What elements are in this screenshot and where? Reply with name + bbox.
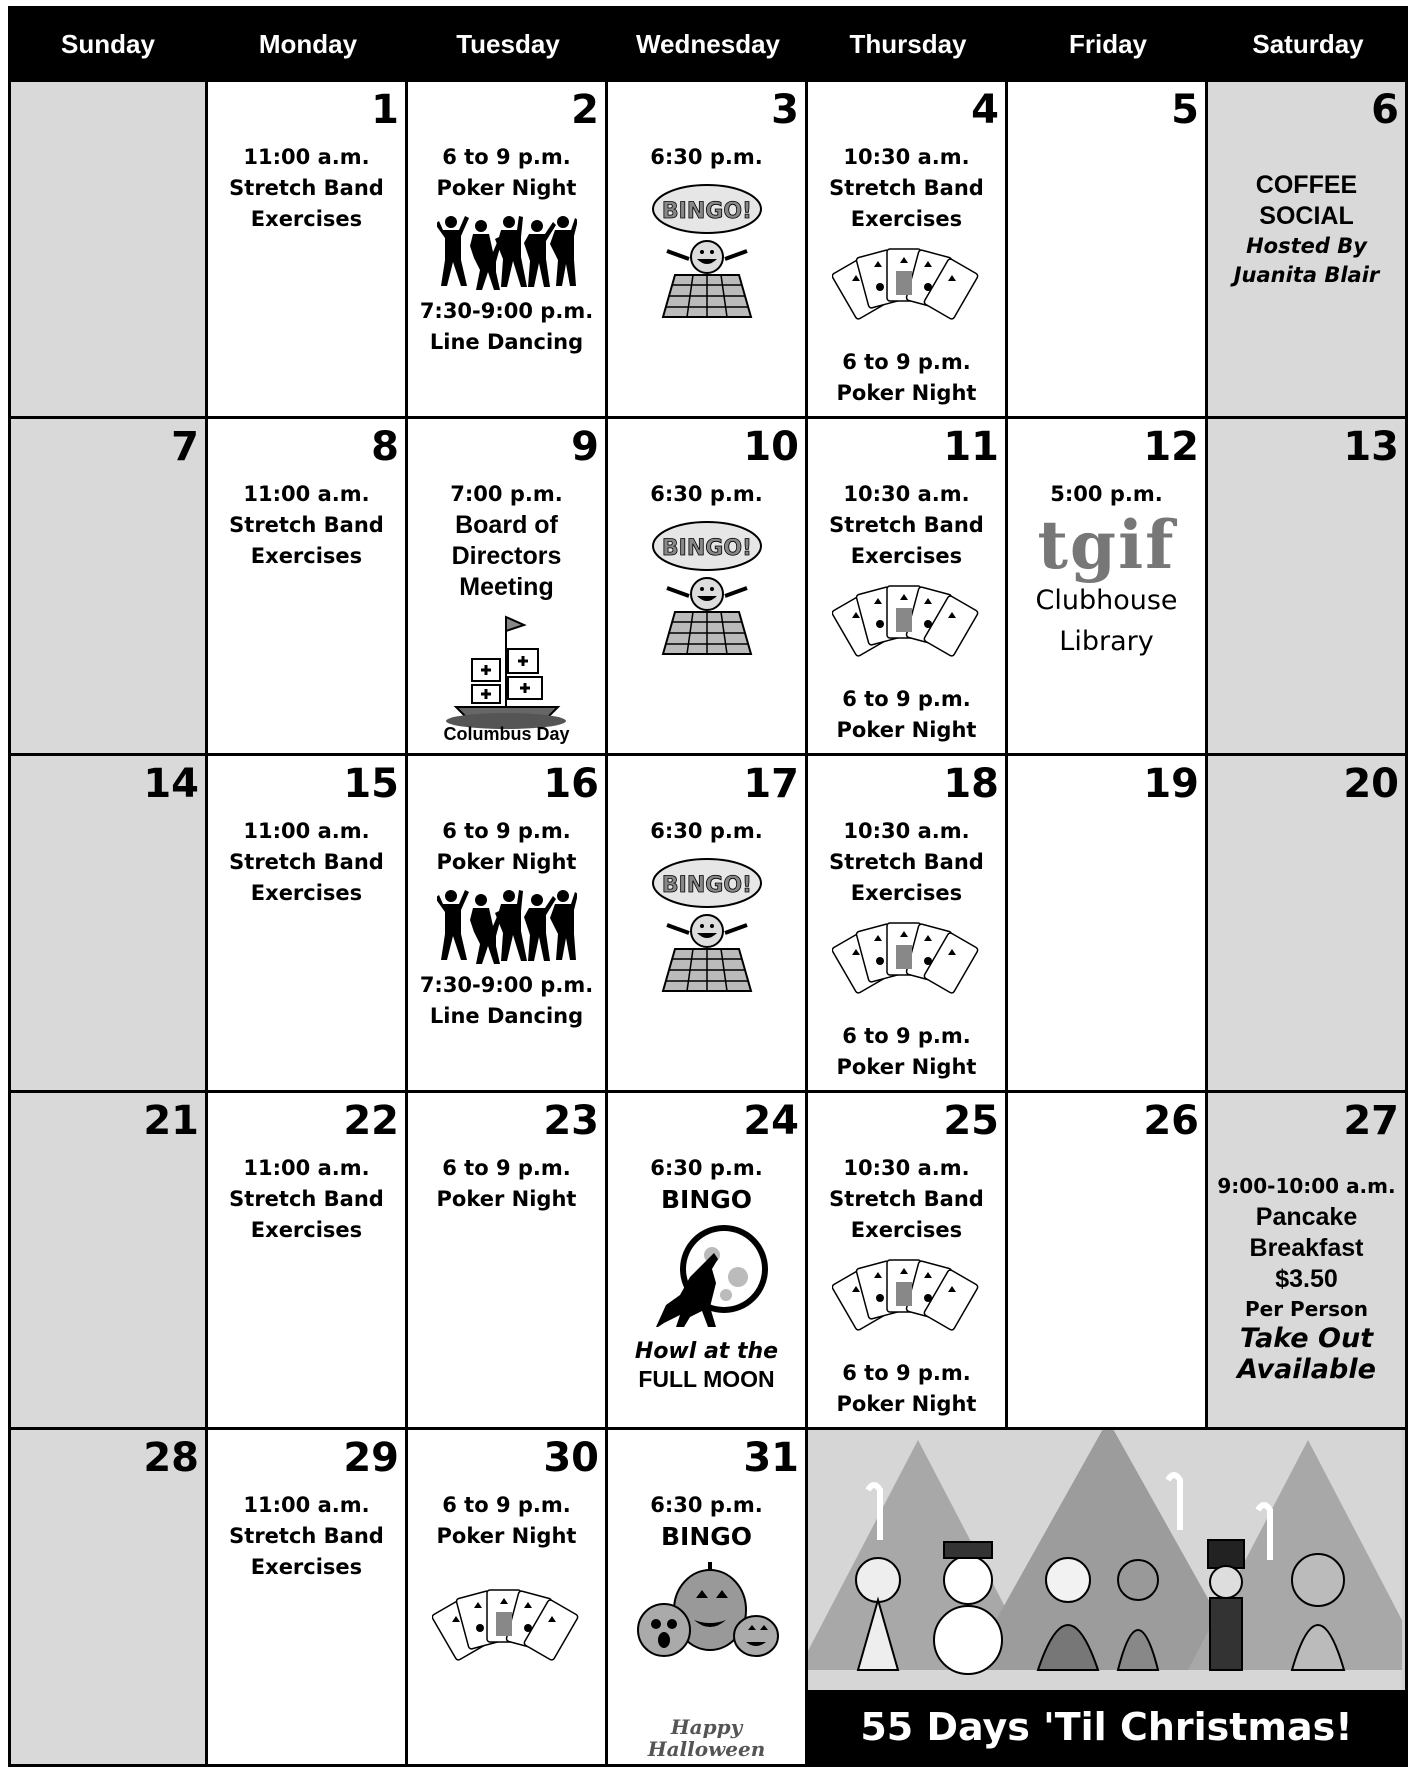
day-cell-18 xyxy=(808,756,1008,1093)
day-number: 20 xyxy=(1343,761,1399,807)
bingo-icon xyxy=(647,179,767,319)
day-number: 13 xyxy=(1343,424,1399,470)
event-label: Exercises xyxy=(250,881,363,905)
day-number: 26 xyxy=(1143,1098,1199,1144)
event-label: BINGO xyxy=(660,1522,753,1551)
day-cell-16 xyxy=(408,756,608,1093)
day-cell-26 xyxy=(1008,1093,1208,1430)
bingo-icon xyxy=(647,516,767,656)
day-cell-3 xyxy=(608,82,808,419)
day-number: 9 xyxy=(571,424,599,470)
pumpkins-icon xyxy=(632,1558,782,1658)
event-label: Stretch Band xyxy=(829,176,984,200)
event-title: Pancake xyxy=(1255,1203,1358,1231)
day-cell-2 xyxy=(408,82,608,419)
event-title: Breakfast xyxy=(1249,1234,1364,1262)
playing-cards-icon xyxy=(832,578,982,678)
event-time: 11:00 a.m. xyxy=(243,1493,370,1517)
day-number: 5 xyxy=(1171,87,1199,133)
bingo-icon xyxy=(647,853,767,993)
event-time: 10:30 a.m. xyxy=(843,1156,970,1180)
event-label: Poker Night xyxy=(436,1524,577,1548)
weekday-wednesday: Wednesday xyxy=(635,29,780,59)
calendar xyxy=(8,6,1408,1766)
event-time: 10:30 a.m. xyxy=(843,482,970,506)
christmas-countdown: 55 Days 'Til Christmas! xyxy=(808,1690,1405,1764)
day-cell-21 xyxy=(8,1093,208,1430)
event-title: Directors xyxy=(451,542,562,570)
day-number: 12 xyxy=(1143,424,1199,470)
day-cell-30 xyxy=(408,1430,608,1767)
event-label: Poker Night xyxy=(836,381,977,405)
event-label: Exercises xyxy=(850,544,963,568)
calendar-grid xyxy=(8,82,1408,1766)
day-cell-31 xyxy=(608,1430,808,1767)
event-time: 7:00 p.m. xyxy=(450,482,563,506)
playing-cards-icon xyxy=(832,915,982,1015)
day-cell-12 xyxy=(1008,419,1208,756)
event-label: Poker Night xyxy=(836,718,977,742)
event-time: 6 to 9 p.m. xyxy=(842,687,971,711)
event-time: 6 to 9 p.m. xyxy=(842,350,971,374)
event-note: Hosted By xyxy=(1246,234,1367,258)
event-label: Stretch Band xyxy=(829,850,984,874)
event-note: Take Out xyxy=(1239,1323,1374,1354)
weekday-monday: Monday xyxy=(258,29,358,59)
event-title: FULL MOON xyxy=(638,1366,775,1392)
event-label: Poker Night xyxy=(436,850,577,874)
day-number: 7 xyxy=(171,424,199,470)
event-time: 10:30 a.m. xyxy=(843,819,970,843)
day-cell-28 xyxy=(8,1430,208,1767)
event-label: Exercises xyxy=(850,1218,963,1242)
day-number: 6 xyxy=(1371,87,1399,133)
holiday-label: Columbus Day xyxy=(443,724,570,744)
playing-cards-icon xyxy=(832,241,982,341)
event-note: Per Person xyxy=(1244,1297,1369,1321)
event-label: Exercises xyxy=(250,544,363,568)
day-number: 23 xyxy=(543,1098,599,1144)
event-label: Poker Night xyxy=(436,1187,577,1211)
day-number: 3 xyxy=(771,87,799,133)
day-cell-22 xyxy=(208,1093,408,1430)
event-label: Exercises xyxy=(850,207,963,231)
day-number: 28 xyxy=(143,1435,199,1481)
event-label: Stretch Band xyxy=(829,513,984,537)
day-cell-19 xyxy=(1008,756,1208,1093)
event-label: BINGO xyxy=(660,1185,753,1214)
event-time: 10:30 a.m. xyxy=(843,145,970,169)
event-time: 7:30-9:00 p.m. xyxy=(419,299,594,323)
event-time: 7:30-9:00 p.m. xyxy=(419,973,594,997)
event-host: Juanita Blair xyxy=(1233,263,1380,287)
event-label: Stretch Band xyxy=(229,513,384,537)
day-cell-10 xyxy=(608,419,808,756)
halloween-line-2: Halloween xyxy=(647,1737,766,1761)
event-time: 6:30 p.m. xyxy=(650,1156,763,1180)
day-number: 30 xyxy=(543,1435,599,1481)
event-time: 11:00 a.m. xyxy=(243,482,370,506)
event-label: Stretch Band xyxy=(229,176,384,200)
event-label: Stretch Band xyxy=(229,850,384,874)
event-title: COFFEE xyxy=(1255,171,1358,199)
event-time: 5:00 p.m. xyxy=(1050,482,1163,506)
event-title: Meeting xyxy=(459,573,554,601)
weekday-header xyxy=(8,6,1408,82)
day-cell-25 xyxy=(808,1093,1008,1430)
christmas-countdown-banner xyxy=(808,1430,1408,1767)
event-time: 6 to 9 p.m. xyxy=(442,1493,571,1517)
day-number: 31 xyxy=(743,1435,799,1481)
event-time: 6:30 p.m. xyxy=(650,1493,763,1517)
day-cell-4 xyxy=(808,82,1008,419)
day-number: 25 xyxy=(943,1098,999,1144)
playing-cards-icon xyxy=(832,1252,982,1352)
halloween-line-1: Happy xyxy=(670,1715,743,1739)
event-time: 6 to 9 p.m. xyxy=(442,819,571,843)
day-number: 27 xyxy=(1343,1098,1399,1144)
sailing-ship-icon xyxy=(442,609,572,729)
day-cell-empty xyxy=(8,82,208,419)
event-price: $3.50 xyxy=(1275,1265,1338,1293)
howling-wolf-moon-icon xyxy=(642,1221,772,1331)
tgif-logo: tgif xyxy=(1037,506,1176,584)
weekday-saturday: Saturday xyxy=(1252,29,1364,59)
day-number: 2 xyxy=(571,87,599,133)
day-cell-27 xyxy=(1208,1093,1408,1430)
day-number: 19 xyxy=(1143,761,1199,807)
day-number: 18 xyxy=(943,761,999,807)
day-cell-24 xyxy=(608,1093,808,1430)
event-label: Stretch Band xyxy=(829,1187,984,1211)
event-note: Available xyxy=(1237,1354,1376,1385)
day-cell-8 xyxy=(208,419,408,756)
day-cell-13 xyxy=(1208,419,1408,756)
event-label: Howl at the xyxy=(634,1339,779,1364)
event-time: 6:30 p.m. xyxy=(650,482,763,506)
event-time: 6:30 p.m. xyxy=(650,819,763,843)
event-label: Exercises xyxy=(250,1218,363,1242)
day-cell-11 xyxy=(808,419,1008,756)
christmas-characters-illustration xyxy=(808,1430,1402,1690)
playing-cards-icon xyxy=(432,1582,582,1682)
day-number: 8 xyxy=(371,424,399,470)
event-time: 11:00 a.m. xyxy=(243,145,370,169)
weekday-friday: Friday xyxy=(1068,29,1148,59)
event-label: Stretch Band xyxy=(229,1187,384,1211)
day-number: 24 xyxy=(743,1098,799,1144)
weekday-tuesday: Tuesday xyxy=(456,29,560,59)
event-location: Clubhouse xyxy=(1035,585,1178,616)
day-number: 17 xyxy=(743,761,799,807)
day-cell-7 xyxy=(8,419,208,756)
day-number: 11 xyxy=(943,424,999,470)
day-number: 29 xyxy=(343,1435,399,1481)
event-time: 6:30 p.m. xyxy=(650,145,763,169)
event-time: 6 to 9 p.m. xyxy=(442,145,571,169)
day-cell-9 xyxy=(408,419,608,756)
day-cell-14 xyxy=(8,756,208,1093)
event-label: Stretch Band xyxy=(229,1524,384,1548)
day-number: 4 xyxy=(971,87,999,133)
day-cell-1 xyxy=(208,82,408,419)
day-number: 15 xyxy=(343,761,399,807)
day-number: 1 xyxy=(371,87,399,133)
day-cell-6 xyxy=(1208,82,1408,419)
event-label: Exercises xyxy=(250,207,363,231)
event-label: Exercises xyxy=(850,881,963,905)
line-dancers-icon xyxy=(437,884,577,964)
day-cell-20 xyxy=(1208,756,1408,1093)
event-time: 6 to 9 p.m. xyxy=(842,1361,971,1385)
event-time: 6 to 9 p.m. xyxy=(442,1156,571,1180)
day-number: 21 xyxy=(143,1098,199,1144)
event-time: 9:00-10:00 a.m. xyxy=(1217,1174,1396,1198)
happy-halloween-label xyxy=(608,1716,805,1760)
event-title: Board of xyxy=(455,511,558,539)
day-cell-23 xyxy=(408,1093,608,1430)
event-label: Poker Night xyxy=(436,176,577,200)
event-label: Line Dancing xyxy=(429,330,584,354)
event-time: 6 to 9 p.m. xyxy=(842,1024,971,1048)
day-number: 14 xyxy=(143,761,199,807)
line-dancers-icon xyxy=(437,210,577,290)
event-time: 11:00 a.m. xyxy=(243,1156,370,1180)
day-cell-15 xyxy=(208,756,408,1093)
day-cell-17 xyxy=(608,756,808,1093)
event-label: Exercises xyxy=(250,1555,363,1579)
day-cell-5 xyxy=(1008,82,1208,419)
weekday-sunday: Sunday xyxy=(61,29,155,59)
event-label: Poker Night xyxy=(836,1055,977,1079)
day-cell-29 xyxy=(208,1430,408,1767)
event-label: Line Dancing xyxy=(429,1004,584,1028)
weekday-thursday: Thursday xyxy=(849,29,967,59)
day-number: 10 xyxy=(743,424,799,470)
day-number: 16 xyxy=(543,761,599,807)
day-number: 22 xyxy=(343,1098,399,1144)
event-time: 11:00 a.m. xyxy=(243,819,370,843)
event-location: Library xyxy=(1059,626,1154,657)
event-label: Poker Night xyxy=(836,1392,977,1416)
event-title: SOCIAL xyxy=(1259,202,1354,230)
